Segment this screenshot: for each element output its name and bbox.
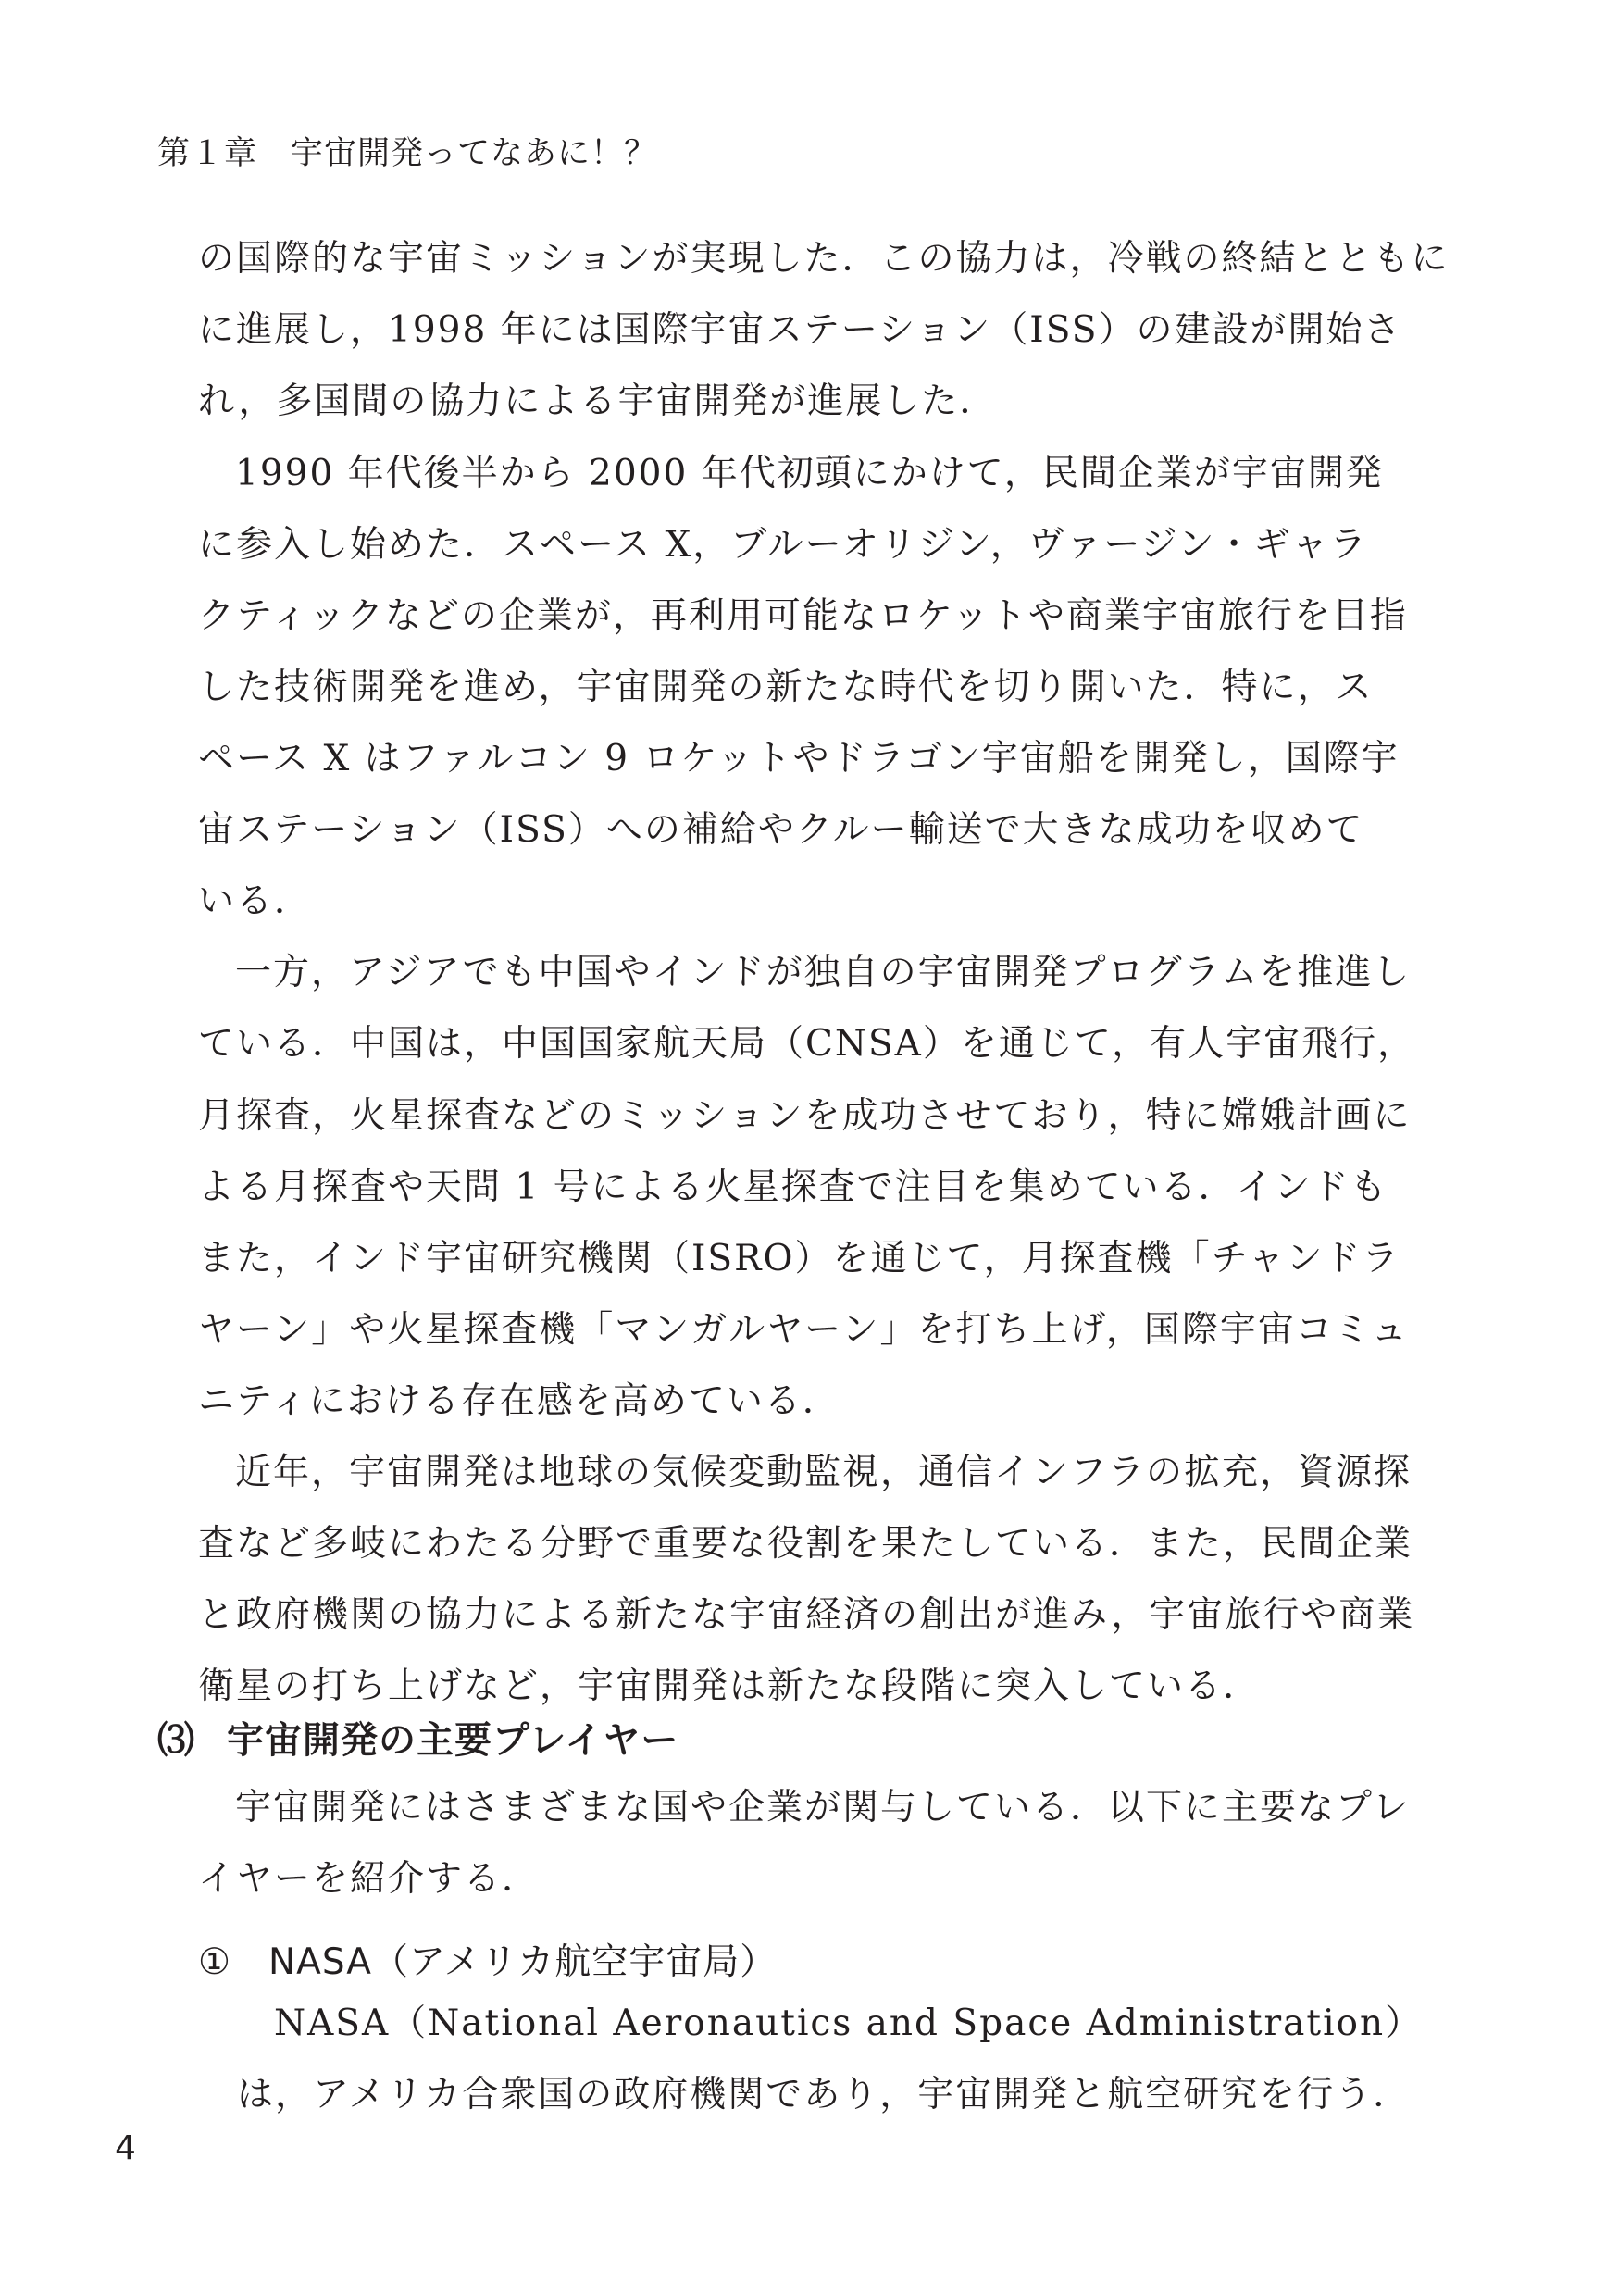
- subsection-line: は，アメリカ合衆国の政府機関であり，宇宙開発と航空研究を行う．: [237, 2074, 1412, 2115]
- body-line: と政府機関の協力による新たな宇宙経済の創出が進み，宇宙旅行や商業: [198, 1594, 1415, 1636]
- body-line: 宙ステーション（ISS）への補給やクルー輸送で大きな成功を収めて: [198, 809, 1364, 851]
- section-intro-line: 宇宙開発にはさまざまな国や企業が関与している．以下に主要なプレ: [235, 1787, 1411, 1828]
- body-line: ニティにおける存在感を高めている．: [198, 1380, 840, 1422]
- body-line: 月探査，火星探査などのミッションを成功させており，特に嫦娥計画に: [198, 1095, 1412, 1137]
- chapter-header: 第１章 宇宙開発ってなあに！？: [157, 135, 658, 172]
- body-line: クティックなどの企業が，再利用可能なロケットや商業宇宙旅行を目指: [198, 595, 1408, 637]
- subsection-title: NASA（アメリカ航空宇宙局）: [268, 1941, 778, 1983]
- body-line: の国際的な宇宙ミッションが実現した．この協力は，冷戦の終結とともに: [198, 238, 1450, 280]
- body-line: に進展し，1998 年には国際宇宙ステーション（ISS）の建設が開始さ: [198, 309, 1402, 351]
- body-line: また，インド宇宙研究機関（ISRO）を通じて，月探査機「チャンドラ: [198, 1238, 1400, 1279]
- body-line: 近年，宇宙開発は地球の気候変動監視，通信インフラの拡充，資源探: [235, 1452, 1413, 1493]
- subsection-heading: [198, 1933, 777, 1985]
- body-line: 衛星の打ち上げなど，宇宙開発は新たな段階に突入している．: [198, 1666, 1262, 1707]
- body-line: いる．: [198, 880, 313, 922]
- section-title: 宇宙開発の主要プレイヤー: [227, 1719, 679, 1762]
- subsection-line: NASA（National Aeronautics and Space Administration）: [274, 2003, 1424, 2044]
- body-line: ている．中国は，中国国家航天局（CNSA）を通じて，有人宇宙飛行，: [198, 1023, 1416, 1065]
- body-line: 一方，アジアでも中国やインドが独自の宇宙開発プログラムを推進し: [235, 952, 1412, 993]
- body-line: に参入し始めた．スペース X，ブルーオリジン，ヴァージン・ギャラ: [198, 524, 1368, 566]
- body-line: ヤーン」や火星探査機「マンガルヤーン」を打ち上げ，国際宇宙コミュ: [198, 1309, 1410, 1351]
- body-line: ペース X はファルコン 9 ロケットやドラゴン宇宙船を開発し，国際宇: [198, 738, 1400, 780]
- section-number: ⑶: [157, 1719, 195, 1762]
- body-line: した技術開発を進め，宇宙開発の新たな時代を切り開いた．特に，ス: [198, 667, 1374, 708]
- page-number: 4: [115, 2129, 136, 2167]
- body-line: 1990 年代後半から 2000 年代初頭にかけて，民間企業が宇宙開発: [235, 453, 1384, 494]
- body-line: れ，多国間の協力による宇宙開発が進展した．: [198, 381, 998, 422]
- subsection-number: ①: [198, 1941, 231, 1983]
- section-intro-line: イヤーを紹介する．: [198, 1858, 541, 1900]
- section-heading: [157, 1711, 678, 1764]
- body-line: よる月探査や天問 1 号による火星探査で注目を集めている．インドも: [198, 1167, 1388, 1208]
- body-line: 査など多岐にわたる分野で重要な役割を果たしている．また，民間企業: [198, 1523, 1413, 1565]
